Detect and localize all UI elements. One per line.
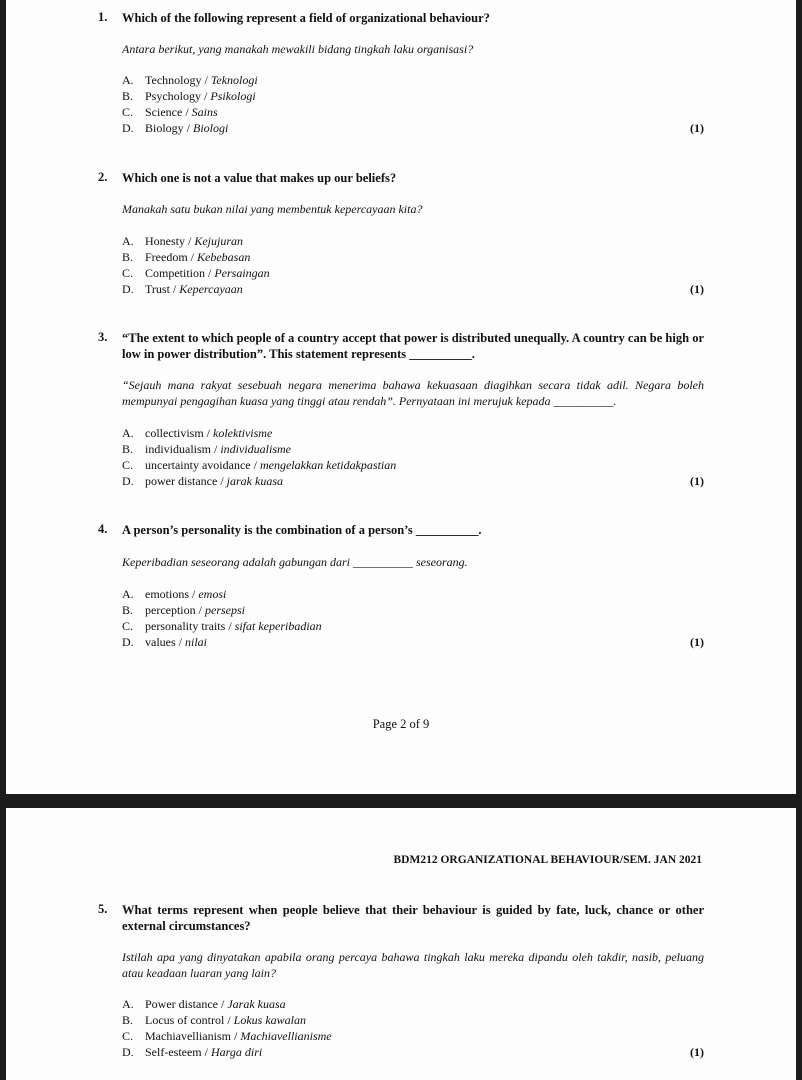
option-c: C. Machiavellianism / Machiavellianisme xyxy=(122,1029,332,1043)
marks: (1) xyxy=(690,635,704,649)
option-c: C. Science / Sains xyxy=(122,105,218,119)
option-a: A. Technology / Teknologi xyxy=(122,73,258,87)
option-b: B. perception / persepsi xyxy=(122,603,245,617)
option-a: A. emotions / emosi xyxy=(122,587,227,601)
option-b: B. individualism / individualisme xyxy=(122,442,292,456)
question-translation: Manakah satu bukan nilai yang membentuk kepercayaan kita? xyxy=(122,202,423,216)
option-d: D. Biology / Biologi (1) xyxy=(122,121,704,135)
marks: (1) xyxy=(690,121,704,135)
options-list xyxy=(122,586,704,650)
question-translation: “Sejauh mana rakyat sesebuah negara menerima bahawa kekuasaan diagihkan secara tidak adil. Negara boleh mempunyai pengagihan kuasa yang tinggi atau rendah”. Pernyataan ini merujuk kepada __________. xyxy=(122,378,704,408)
question-number: 3. xyxy=(98,330,108,344)
option-b: B. Psychology / Psikologi xyxy=(122,89,256,103)
question-translation: Keperibadian seseorang adalah gabungan dari __________ seseorang. xyxy=(122,555,468,569)
marks: (1) xyxy=(690,1045,704,1059)
marks: (1) xyxy=(690,474,704,488)
options-list xyxy=(122,996,704,1060)
question-number: 5. xyxy=(98,902,108,916)
question-text: Which of the following represent a field of organizational behaviour? xyxy=(122,11,490,25)
question-text: A person’s personality is the combination of a person’s __________. xyxy=(122,523,482,537)
option-c: C. Competition / Persaingan xyxy=(122,266,270,280)
option-b: B. Locus of control / Lokus kawalan xyxy=(122,1013,306,1027)
option-c: C. uncertainty avoidance / mengelakkan ketidakpastian xyxy=(122,458,397,472)
question-number: 1. xyxy=(98,10,108,24)
question-text: Which one is not a value that makes up our beliefs? xyxy=(122,171,397,185)
option-d: D. Self-esteem / Harga diri (1) xyxy=(122,1045,704,1059)
exam-page-3 xyxy=(6,808,796,1080)
page-footer: Page 2 of 9 xyxy=(372,717,430,731)
option-a: A. Power distance / Jarak kuasa xyxy=(122,997,286,1011)
options-list xyxy=(122,72,704,136)
exam-page-2 xyxy=(6,0,796,794)
option-d: D. power distance / jarak kuasa (1) xyxy=(122,474,704,488)
option-b: B. Freedom / Kebebasan xyxy=(122,250,251,264)
option-d: D. Trust / Kepercayaan (1) xyxy=(122,282,704,296)
option-c: C. personality traits / sifat keperibadian xyxy=(122,619,322,633)
option-d: D. values / nilai (1) xyxy=(122,635,704,649)
question-number: 4. xyxy=(98,522,108,536)
question-text: What terms represent when people believe that their behaviour is guided by fate, luck, chance or other external circumstances? xyxy=(122,903,704,933)
page-header: BDM212 ORGANIZATIONAL BEHAVIOUR/SEM. JAN 2021 xyxy=(393,854,702,866)
options-list xyxy=(122,425,704,489)
option-a: A. collectivism / kolektivisme xyxy=(122,426,273,440)
question-translation: Istilah apa yang dinyatakan apabila orang percaya bahawa tingkah laku mereka dipandu oleh takdir, nasib, peluang atau keadaan luaran yang lain? xyxy=(122,950,704,980)
options-list xyxy=(122,233,704,297)
option-a: A. Honesty / Kejujuran xyxy=(122,234,244,248)
question-translation: Antara berikut, yang manakah mewakili bidang tingkah laku organisasi? xyxy=(122,42,474,56)
question-text: “The extent to which people of a country accept that power is distributed unequally. A country can be high or low in power distribution”. This statement represents __________. xyxy=(122,331,704,361)
marks: (1) xyxy=(690,282,704,296)
question-number: 2. xyxy=(98,170,108,184)
